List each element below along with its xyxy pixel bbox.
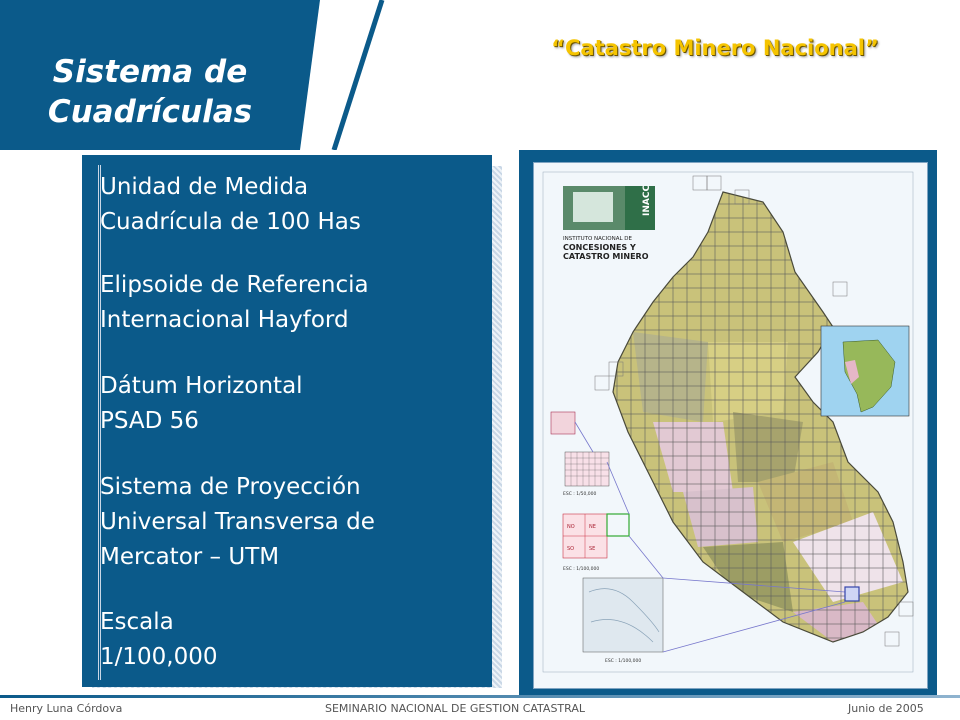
spec-item-value: Internacional Hayford [100,307,349,333]
slide-title-line1: Sistema de [52,54,248,90]
quadrant-grid [563,514,629,558]
spec-item-datum [100,369,303,439]
spec-item-label: Escala [100,609,174,635]
spec-item-value: 1/100,000 [100,644,218,670]
slide-title [0,52,300,132]
spec-item-value: Cuadrícula de 100 Has [100,209,361,235]
peru-grid-map [533,162,926,687]
spec-item-ellipsoid [100,268,369,338]
spec-item-label: Elipsoide de Referencia [100,272,369,298]
spec-item-label: Unidad de Medida [100,174,309,200]
footer-rule [0,695,960,698]
spec-item-unit [100,170,361,240]
quadrant-se: SE [589,546,596,552]
spec-item-value: PSAD 56 [100,408,199,434]
quadrant-so: SO [567,546,575,552]
topo-sheet-thumbnail [583,578,663,652]
quadrant-ne: NE [589,524,596,530]
spec-item-label: Dátum Horizontal [100,373,303,399]
spec-item-scale [100,605,218,675]
institution-line2: CONCESIONES Y [563,243,636,252]
spec-item-value-cont: Mercator – UTM [100,544,280,570]
logo-text: INACC [642,184,652,216]
spec-item-projection [100,470,375,575]
decorative-slash [330,0,390,150]
scale-label-50k: ESC : 1/50,000 [563,492,597,497]
institution-line3: CATASTRO MINERO [563,252,649,261]
inacc-logo [563,185,655,261]
footer-author: Henry Luna Córdova [10,702,123,715]
slide-title-line2: Cuadrículas [47,94,253,130]
footer-date: Junio de 2005 [848,702,924,715]
institution-line1: INSTITUTO NACIONAL DE [563,236,633,242]
scale-label-100k-bottom: ESC : 1/100,000 [605,659,642,664]
quadrant-no: NO [567,524,575,530]
slide-subtitle: “Catastro Minero Nacional” [551,36,879,60]
spec-item-value: Universal Transversa de [100,509,375,535]
footer-event: SEMINARIO NACIONAL DE GESTION CATASTRAL [325,702,585,715]
scale-label-100k: ESC : 1/100,000 [563,567,600,572]
spec-item-label: Sistema de Proyección [100,474,361,500]
south-america-inset [821,326,909,416]
